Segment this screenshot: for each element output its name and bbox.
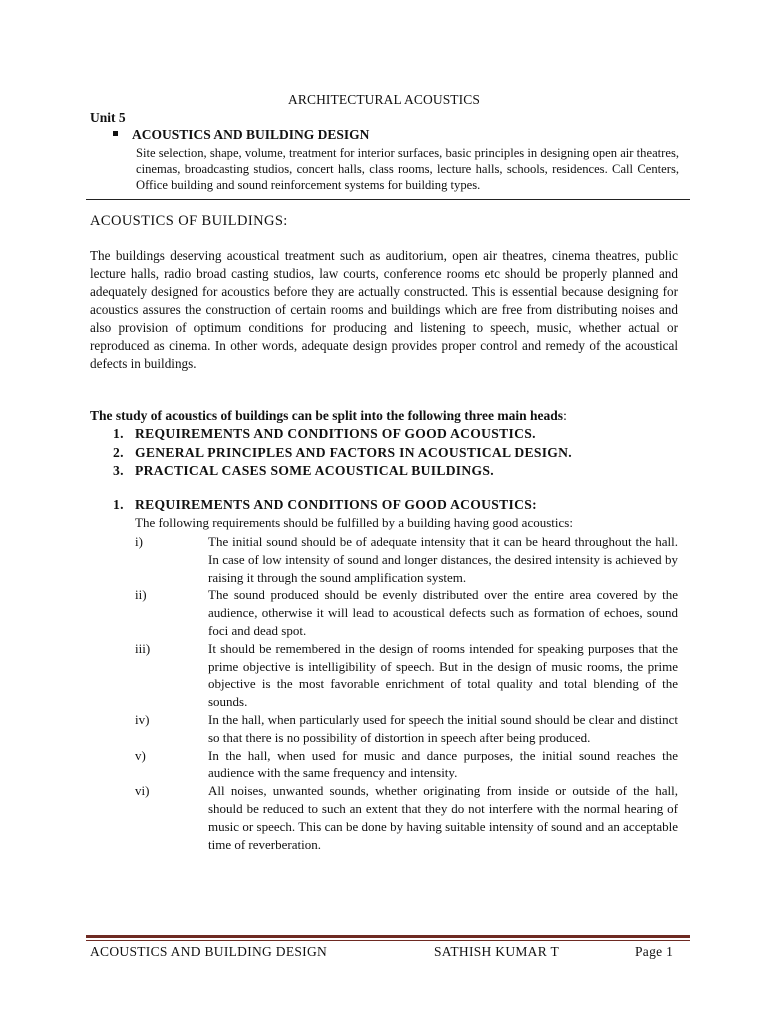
list-item [113, 425, 673, 444]
item-number: iii) [135, 640, 151, 656]
section-heading: ACOUSTICS OF BUILDINGS: [90, 213, 288, 229]
study-text: The study of acoustics of buildings can be split into the following three main heads [90, 408, 564, 423]
square-bullet-icon [113, 131, 118, 136]
list-item [135, 586, 678, 639]
list-item [113, 444, 673, 463]
footer-rule-thin [86, 940, 690, 941]
list-item [135, 782, 678, 853]
unit-label: Unit 5 [90, 110, 126, 125]
main-heads-list [113, 425, 673, 481]
item-number: i) [135, 534, 143, 549]
list-item [135, 711, 678, 747]
item-text: In the hall, when used for music and dance purposes, the initial sound reaches the audience with the same frequency and intensity. [208, 747, 678, 781]
list-number: 3. [113, 463, 124, 478]
subsection-heading [113, 497, 537, 513]
document-title: ARCHITECTURAL ACOUSTICS [288, 92, 480, 107]
list-text: PRACTICAL CASES SOME ACOUSTICAL BUILDINGS. [135, 463, 494, 478]
study-statement [90, 408, 567, 424]
study-colon: : [563, 408, 567, 423]
section-paragraph: The buildings deserving acoustical treatment such as auditorium, open air theatres, cinema theatres, public lecture halls, radio broad casting studios, law courts, conference rooms etc should be properly planned and adequately designed for acoustics before they are actually constructed. This is essential because designing for acoustics assures the construction of certain rooms and buildings which are free from distributing noises and also provision of optimum conditions for producing and listening to speech, music, whether actual or reproduced as cinema. In other words, adequate design provides proper control and remedy of the acoustical defects in buildings. [90, 248, 678, 371]
item-text: It should be remembered in the design of rooms intended for speaking purposes that the prime objective is intelligibility of speech. But in the design of music rooms, the prime objective is the most favorable enrichment of total quality and total blending of the sounds. [208, 640, 678, 710]
list-number: 2. [113, 444, 124, 460]
item-text: In the hall, when particularly used for speech the initial sound should be clear and distinct so that there is no possibility of distortion in speech after being produced. [208, 711, 678, 745]
list-item [135, 640, 678, 711]
subsection-number: 1. [113, 497, 124, 512]
footer-author: SATHISH KUMAR T [434, 944, 560, 959]
list-item [135, 533, 678, 586]
subsection-title: REQUIREMENTS AND CONDITIONS OF GOOD ACOUSTICS: [135, 497, 537, 512]
footer-rule-thick [86, 935, 690, 938]
subsection-intro: The following requirements should be fulfilled by a building having good acoustics: [135, 515, 573, 530]
item-text: All noises, unwanted sounds, whether originating from inside or outside of the hall, should be reduced to such an extent that they do not interfere with the normal hearing of music or speech. This can be done by having suitable intensity of sound and an acceptable time of reverberation. [208, 783, 678, 852]
item-number: vi) [135, 783, 150, 799]
list-text: GENERAL PRINCIPLES AND FACTORS IN ACOUSTICAL DESIGN. [135, 444, 572, 460]
footer-title: ACOUSTICS AND BUILDING DESIGN [90, 944, 328, 959]
list-item [135, 747, 678, 783]
section-divider [86, 199, 690, 200]
bullet-heading-row [113, 127, 369, 143]
list-text: REQUIREMENTS AND CONDITIONS OF GOOD ACOUSTICS. [135, 426, 536, 441]
item-text: The initial sound should be of adequate intensity that it can be heard throughout the hall. In case of low intensity of sound and longer distances, the desired intensity is achieved by raising it through the sound amplification system. [208, 534, 678, 585]
item-text: The sound produced should be evenly distributed over the entire area covered by the audience, otherwise it will lead to acoustical defects such as formation of echoes, sound foci and dead spot. [208, 587, 678, 638]
bullet-heading: ACOUSTICS AND BUILDING DESIGN [132, 127, 370, 142]
page-number: Page 1 [635, 944, 674, 959]
list-item [113, 462, 673, 481]
unit-intro-text: Site selection, shape, volume, treatment for interior surfaces, basic principles in designing open air theatres, cinemas, broadcasting studios, concert halls, class rooms, lecture halls, schools, residences. Call Centers, Office building and sound reinforcement systems for building types. [136, 146, 679, 192]
item-number: v) [135, 747, 146, 763]
list-number: 1. [113, 426, 124, 441]
item-number: ii) [135, 587, 147, 603]
item-number: iv) [135, 711, 150, 727]
requirements-list [135, 533, 678, 853]
